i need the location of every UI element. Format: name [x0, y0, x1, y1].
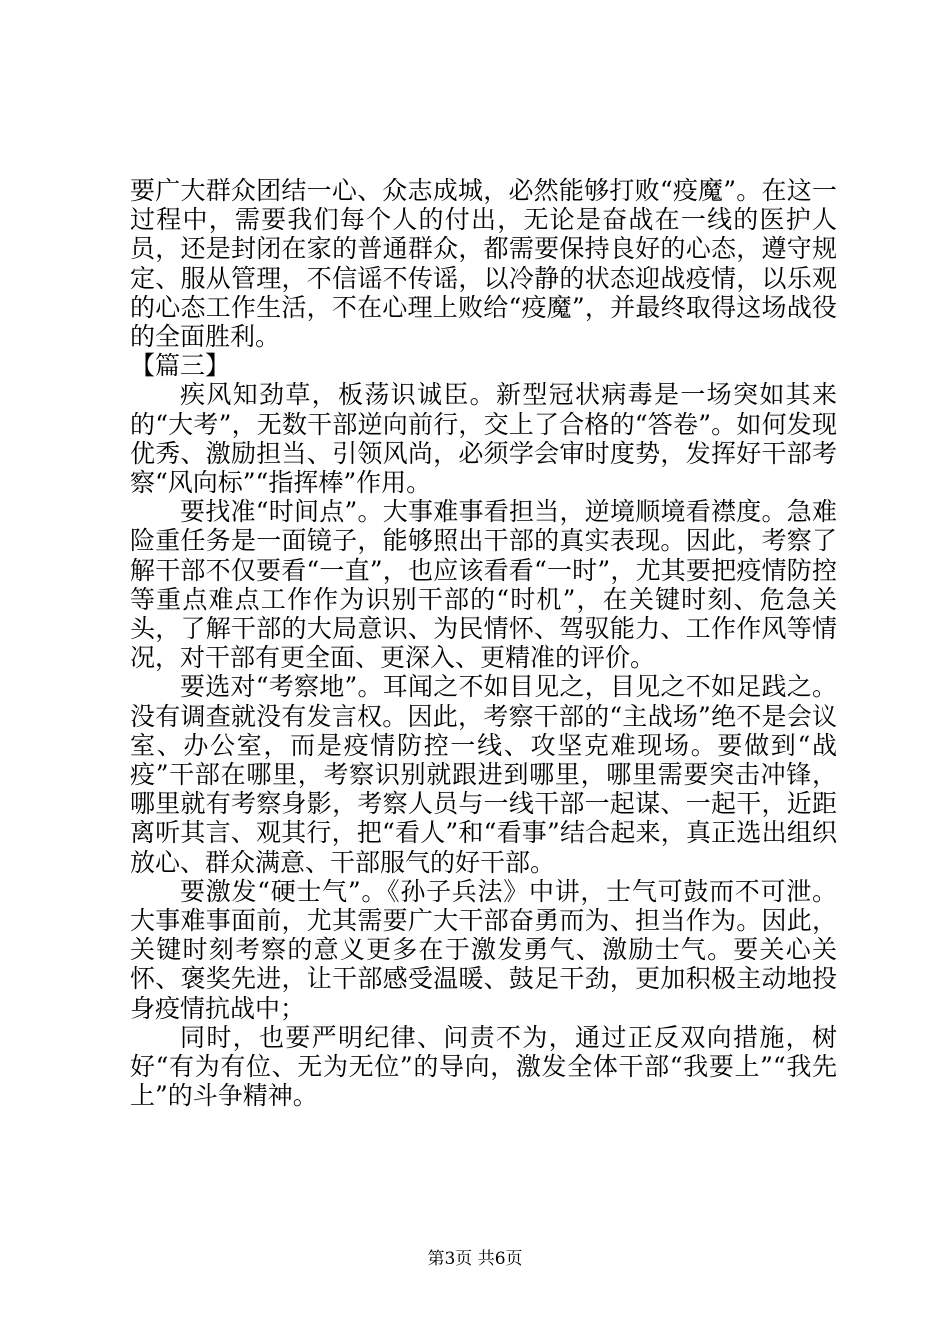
section-heading: 【篇三】: [130, 351, 231, 381]
paragraph-intro: 疾风知劲草，板荡识诚臣。新型冠状病毒是一场突如其来的“大考”，无数干部逆向前行，交上了合格的“答卷”。如何发现优秀、激励担当、引领风尚，必须学会审时度势，发挥好干部考察“风向标”“指挥棒”作用。: [130, 380, 837, 498]
paragraph-continuation: 要广大群众团结一心、众志成城，必然能够打败“疫魔”。在这一过程中，需要我们每个人的付出，无论是奋战在一线的医护人员，还是封闭在家的普通群众，都需要保持良好的心态，遵守规定、服从管理，不信谣不传谣，以冷静的状态迎战疫情，以乐观的心态工作生活，不在心理上败给“疫魔”，并最终取得这场战役的全面胜利。: [130, 176, 837, 352]
paragraph-time-point: 要找准“时间点”。大事难事看担当，逆境顺境看襟度。急难险重任务是一面镜子，能够照出干部的真实表现。因此，考察了解干部不仅要看“一直”，也应该看看“一时”，尤其要把疫情防控等重点难点工作作为识别干部的“时机”，在关键时刻、危急关头，了解干部的大局意识、为民情怀、驾驭能力、工作作风等情况，对干部有更全面、更深入、更精准的评价。: [130, 497, 837, 673]
page-number-footer: 第3页 共6页: [427, 1249, 523, 1269]
paragraph-inspection-site: 要选对“考察地”。耳闻之不如目见之，目见之不如足践之。没有调查就没有发言权。因此，考察干部的“主战场”绝不是会议室、办公室，而是疫情防控一线、攻坚克难现场。要做到“战疫”干部在哪里，考察识别就跟进到哪里，哪里需要突击冲锋，哪里就有考察身影，考察人员与一线干部一起谋、一起干，近距离听其言、观其行，把“看人”和“看事”结合起来，真正选出组织放心、群众满意、干部服气的好干部。: [130, 672, 837, 877]
paragraph-discipline: 同时，也要严明纪律、问责不为，通过正反双向措施，树好“有为有位、无为无位”的导向，激发全体干部“我要上”“我先上”的斗争精神。: [130, 1022, 837, 1111]
document-body: [130, 176, 837, 1111]
paragraph-morale: 要激发“硬士气”。《孙子兵法》中讲，士气可鼓而不可泄。大事难事面前，尤其需要广大干部奋勇而为、担当作为。因此，关键时刻考察的意义更多在于激发勇气、激励士气。要关心关怀、褒奖先进，让干部感受温暖、鼓足干劲，更加积极主动地投身疫情抗战中；: [130, 876, 837, 1023]
